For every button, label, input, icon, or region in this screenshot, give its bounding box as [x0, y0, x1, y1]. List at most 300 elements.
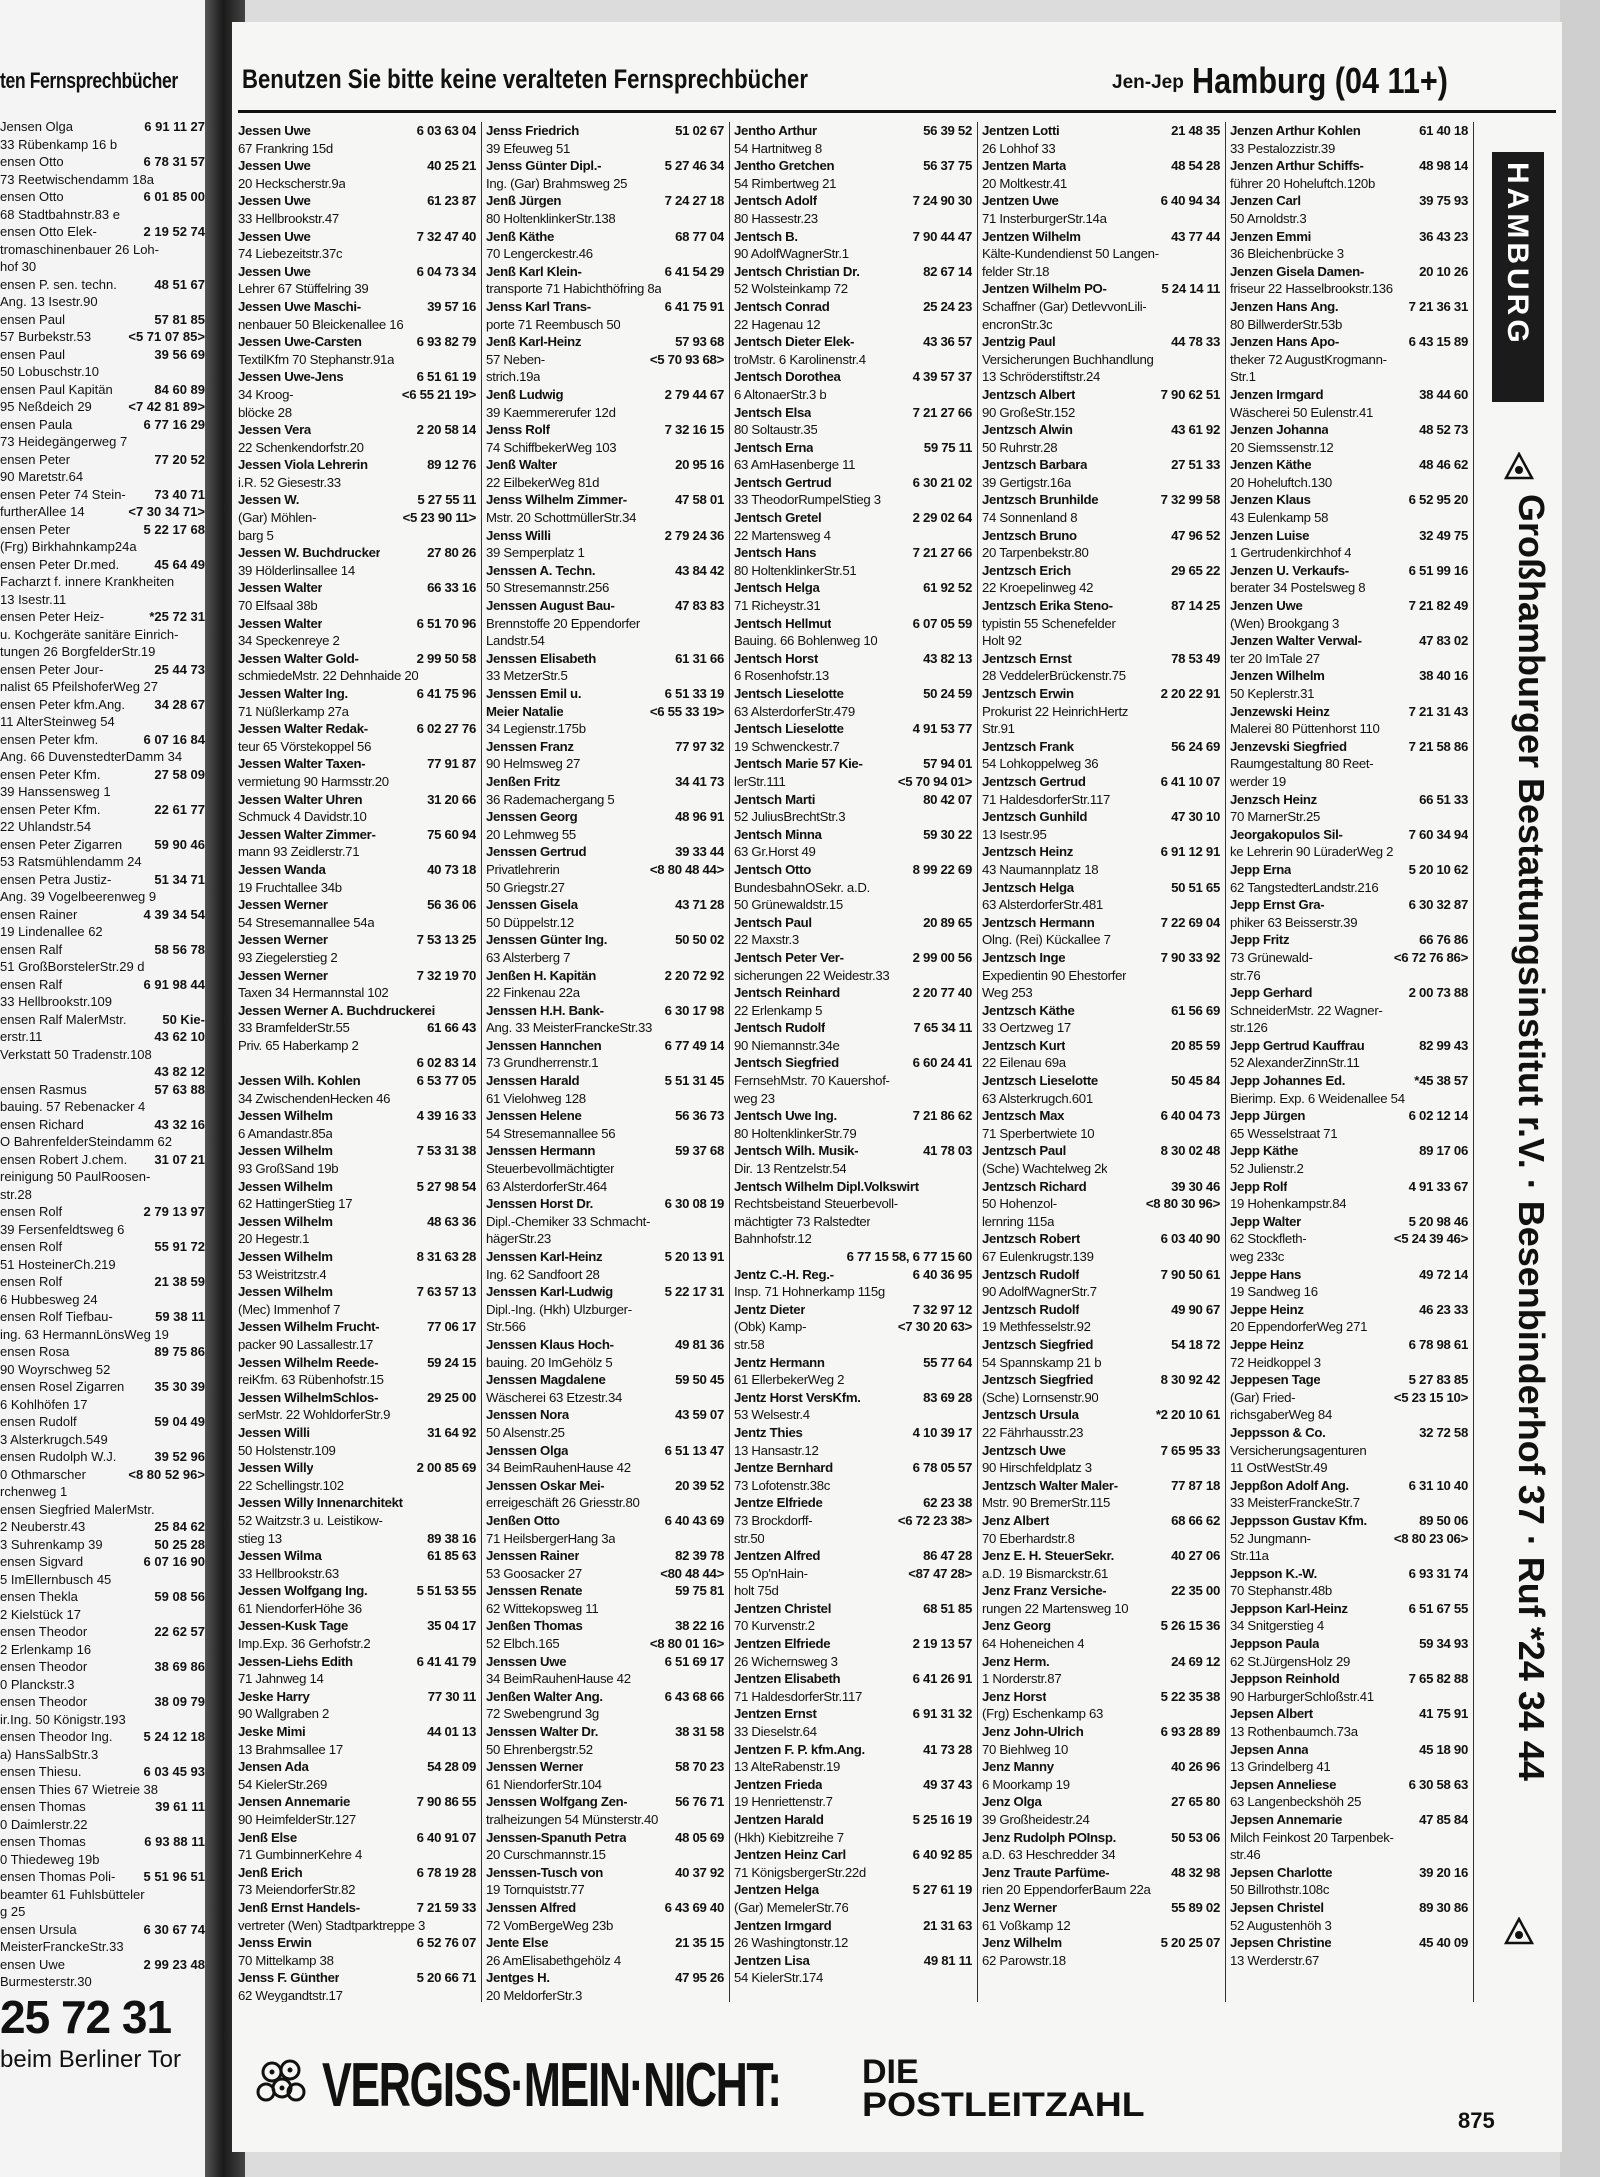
listing-name: 20 Lehmweg 55 — [486, 826, 576, 842]
column-divider — [729, 122, 730, 2002]
listing-phone: 47 83 83 — [675, 598, 724, 614]
listing-row — [1230, 1336, 1468, 1354]
ad-die: DIE — [862, 2053, 919, 2091]
listing-row — [486, 245, 724, 263]
listing-phone — [720, 949, 724, 967]
listing-name: Milch Feinkost 20 Tarpenbek- — [1230, 1829, 1394, 1845]
left-listing-row — [0, 1133, 205, 1151]
listing-name: hägerStr.23 — [486, 1231, 551, 1247]
listing-name: Jepp Fritz — [1230, 932, 1290, 948]
left-listing-row — [0, 1221, 205, 1239]
listing-name: Jenss Friedrich — [486, 123, 579, 138]
listing-name: 62 HattingerStieg 17 — [238, 1196, 353, 1212]
listing-name: Jentzen F. P. kfm.Ang. — [734, 1741, 865, 1757]
listing-name: Jeppson Paula — [1230, 1636, 1320, 1652]
listing-phone: 39 56 69 — [154, 346, 205, 362]
listing-name: bauing. 57 Rebenacker 4 — [0, 1099, 146, 1114]
listing-phone: 82 67 14 — [923, 263, 972, 279]
listing-name: Kälte-Kundendienst 50 Langen- — [982, 246, 1159, 262]
listing-row — [982, 931, 1220, 949]
listing-name: 19 Tornquiststr.77 — [486, 1882, 585, 1898]
listing-name: Jentzen Marta — [982, 158, 1067, 174]
listing-name: 72 VomBergeWeg 23b — [486, 1917, 614, 1933]
listing-name: ensen Theodor — [0, 1694, 88, 1709]
listing-name: Jentsch Lieselotte — [734, 686, 844, 701]
listing-name: Jentsch Conrad — [734, 298, 830, 314]
left-listing-row — [0, 1781, 205, 1799]
listing-row — [734, 1705, 972, 1723]
listing-phone — [472, 1705, 476, 1723]
listing-row — [238, 1565, 476, 1583]
listing-phone: 6 02 27 76 — [416, 721, 476, 737]
listing-row — [486, 984, 724, 1002]
listing-row — [1230, 1301, 1468, 1319]
listing-row — [238, 192, 476, 210]
listing-phone: 77 20 52 — [154, 451, 205, 467]
listing-row — [238, 1054, 476, 1072]
listing-phone — [1464, 650, 1468, 668]
listing-name: Jenz Wilhelm — [982, 1935, 1062, 1951]
listing-name: ensen Robert J.chem. — [0, 1151, 128, 1167]
listing-phone — [1464, 1019, 1468, 1037]
listing-row — [982, 597, 1220, 615]
listing-phone — [1216, 1952, 1220, 1970]
listing-name: theker 72 AugustKrogmann- — [1230, 351, 1387, 367]
listing-phone — [968, 1442, 972, 1460]
listing-phone — [968, 896, 972, 914]
listing-row — [982, 1195, 1220, 1213]
listing-row — [486, 368, 724, 386]
listing-phone: *45 38 57 — [1414, 1073, 1468, 1089]
left-listing-row — [0, 941, 205, 959]
listing-phone — [720, 1530, 724, 1548]
left-listing-row — [0, 276, 205, 294]
listing-name: Jente Else — [486, 1935, 549, 1951]
listing-name: 22 Eilenau 69a — [982, 1055, 1066, 1071]
listing-name: ensen Rolf Tiefbau- — [0, 1309, 113, 1324]
listing-name: Jentz Dieter — [734, 1301, 806, 1317]
hamburg-badge-label: HAMBURG — [1501, 162, 1534, 347]
listing-row — [1230, 333, 1468, 351]
listing-phone: 25 84 62 — [154, 1519, 205, 1534]
listing-phone: 2 00 73 88 — [1408, 985, 1468, 1001]
listing-phone: 43 62 10 — [154, 1029, 205, 1044]
listing-row — [486, 1301, 724, 1319]
listing-phone: 6 93 28 89 — [1160, 1724, 1220, 1740]
listing-phone — [720, 1741, 724, 1759]
left-listing-row — [0, 1588, 205, 1606]
listing-row — [238, 597, 476, 615]
listing-name: strich.19a — [486, 369, 541, 385]
listing-name: 65 Wesselstraat 71 — [1230, 1125, 1338, 1141]
listing-name: Jentzsch Heinz — [982, 844, 1074, 860]
listing-name: 90 AdolfWagnerStr.7 — [982, 1284, 1097, 1300]
listing-row — [486, 192, 724, 210]
listing-phone: 34 28 67 — [154, 696, 205, 712]
listing-phone: 54 28 09 — [427, 1759, 476, 1775]
listing-name: Jenss Rolf — [486, 422, 550, 438]
listing-phone — [968, 1829, 972, 1847]
listing-name: 80 BillwerderStr.53b — [1230, 316, 1343, 332]
listing-phone — [472, 404, 476, 422]
listing-name: Jensen Annemarie — [238, 1794, 350, 1810]
listing-phone — [720, 1301, 724, 1319]
listing-row — [734, 1653, 972, 1671]
listing-name: Lehrer 67 Stüffelring 39 — [238, 281, 369, 297]
listing-phone — [1464, 1917, 1468, 1935]
listing-row — [1230, 791, 1468, 809]
left-listing-row — [0, 1956, 205, 1974]
listing-row — [1230, 1723, 1468, 1741]
listing-phone: 48 52 73 — [1419, 422, 1468, 438]
listing-row — [238, 1107, 476, 1125]
listing-phone — [1464, 1248, 1468, 1266]
ad-headline: VERGISS·MEIN·NICHT: — [322, 2051, 781, 2120]
listing-phone: 47 58 01 — [675, 492, 724, 508]
listing-phone: 2 19 13 57 — [912, 1636, 972, 1652]
listing-row — [1230, 228, 1468, 246]
listing-phone: 75 60 94 — [427, 826, 476, 842]
left-listing-row — [0, 1028, 205, 1046]
listing-phone: 25 24 23 — [923, 298, 972, 314]
listing-row — [1230, 404, 1468, 422]
listing-row — [734, 1565, 972, 1583]
listing-phone: 8 30 92 42 — [1160, 1372, 1220, 1388]
listing-phone — [968, 931, 972, 949]
listing-name: 33 MeisterFranckeStr.7 — [1230, 1495, 1360, 1511]
listing-row — [238, 1952, 476, 1970]
listing-phone: 48 05 69 — [675, 1829, 724, 1845]
listing-phone — [1464, 1582, 1468, 1600]
listing-phone — [472, 1301, 476, 1319]
listing-row — [486, 122, 724, 140]
listing-phone — [968, 1178, 972, 1196]
listing-row — [238, 562, 476, 580]
listing-row — [734, 1617, 972, 1635]
listing-row — [982, 826, 1220, 844]
listing-name: reiKfm. 63 Rübenhofstr.15 — [238, 1372, 384, 1388]
listing-name: 71 KönigsbergerStr.22d — [734, 1864, 866, 1880]
listing-name: Jentzen Frieda — [734, 1776, 823, 1792]
listing-row — [1230, 1054, 1468, 1072]
listing-row — [238, 1442, 476, 1460]
listing-row — [982, 720, 1220, 738]
listing-row — [486, 1494, 724, 1512]
listing-name: a.D. 63 Heschredder 34 — [982, 1847, 1116, 1863]
listing-name: ensen Peter — [0, 521, 71, 537]
listing-row — [486, 1477, 724, 1495]
listing-row — [982, 1301, 1220, 1319]
listing-name: 52 Augustenhöh 3 — [1230, 1917, 1332, 1933]
listing-name: 13 Isestr.11 — [0, 591, 67, 607]
left-listing-row — [0, 1256, 205, 1274]
listing-row — [734, 1881, 972, 1899]
listing-name: 73 Grundherrenstr.1 — [486, 1055, 599, 1071]
listing-row — [238, 1283, 476, 1301]
listing-name: Jenssen Franz — [486, 738, 574, 754]
listing-phone — [1216, 1389, 1220, 1407]
listing-name: rien 20 EppendorferBaum 22a — [982, 1882, 1151, 1898]
listing-phone — [720, 1459, 724, 1477]
listing-phone — [472, 1987, 476, 2002]
listing-phone: *2 20 10 61 — [1155, 1407, 1220, 1423]
listing-name: 39 Semperplatz 1 — [486, 545, 585, 561]
listing-name: ensen Peter Kfm. — [0, 766, 101, 782]
listing-phone — [472, 1336, 476, 1354]
listing-name: 13 Werderstr.67 — [1230, 1952, 1320, 1968]
listing-phone: 61 85 63 — [427, 1548, 476, 1564]
listing-phone — [968, 1037, 972, 1055]
listing-row — [982, 1230, 1220, 1248]
listing-name: Str.566 — [486, 1319, 526, 1335]
listing-phone: 36 43 23 — [1419, 228, 1468, 244]
listing-row — [486, 1354, 724, 1372]
listing-phone — [968, 1477, 972, 1495]
listing-row — [238, 632, 476, 650]
listing-name: Jepsen Anna — [1230, 1741, 1309, 1757]
listing-phone — [472, 667, 476, 685]
listing-row — [238, 1230, 476, 1248]
listing-row — [238, 667, 476, 685]
listing-row — [1230, 597, 1468, 615]
left-listing-row — [0, 906, 205, 924]
listing-name: Jessen Willi — [238, 1424, 310, 1440]
listing-name: ter 20 ImTale 27 — [1230, 650, 1320, 666]
listing-name: Jentzsch Rudolf — [982, 1266, 1080, 1282]
listing-phone: 43 36 57 — [923, 334, 972, 350]
listing-phone — [472, 1406, 476, 1424]
listing-name: Jentsch Dieter Elek- — [734, 334, 855, 350]
listing-name: Jessen W. Buchdrucker — [238, 545, 381, 561]
listing-name: Jessen WilhelmSchlos- — [238, 1389, 379, 1405]
listing-row — [486, 1090, 724, 1108]
column-divider — [481, 122, 482, 2002]
listing-name: Jentzsch Barbara — [982, 457, 1088, 473]
listing-name: u. Kochgeräte sanitäre Einrich- — [0, 626, 179, 642]
listing-phone — [472, 1776, 476, 1794]
listing-phone — [720, 826, 724, 844]
listing-row — [238, 1600, 476, 1618]
listing-name: 62 Parowstr.18 — [982, 1952, 1066, 1968]
listing-row — [238, 1142, 476, 1160]
listing-name: 50 Holstenstr.109 — [238, 1442, 336, 1458]
listing-row — [486, 1266, 724, 1284]
listing-phone: 59 30 22 — [923, 826, 972, 842]
listing-phone: 47 85 84 — [1419, 1812, 1468, 1827]
left-listing-row — [0, 818, 205, 836]
listing-row — [734, 1793, 972, 1811]
listing-name: 19 Lindenallee 62 — [0, 924, 103, 939]
listing-name: 50 Keplerstr.31 — [1230, 686, 1315, 701]
listing-phone: 6 31 10 40 — [1408, 1477, 1468, 1493]
listing-phone: 6 43 15 89 — [1408, 334, 1468, 350]
listing-name: 50 Billrothstr.108c — [1230, 1882, 1330, 1898]
left-listing-row — [0, 661, 205, 679]
listing-name: Jepsen Charlotte — [1230, 1864, 1333, 1880]
listing-phone: 5 27 55 11 — [417, 492, 476, 508]
listing-phone — [1464, 509, 1468, 527]
listing-phone: 49 81 36 — [675, 1336, 724, 1352]
listing-phone: 39 75 93 — [1419, 193, 1468, 209]
listing-phone — [968, 1582, 972, 1600]
listing-phone — [1216, 175, 1220, 193]
listing-phone — [968, 1864, 972, 1882]
listing-phone — [720, 1354, 724, 1372]
listing-row — [1230, 157, 1468, 175]
listing-name: Jentsch Wilh. Musik- — [734, 1143, 859, 1159]
listing-phone — [1464, 1354, 1468, 1372]
listing-name: mächtigter 73 Ralstedter — [734, 1213, 871, 1229]
listing-row — [982, 685, 1220, 703]
listing-row — [1230, 316, 1468, 334]
listing-phone: 87 14 25 — [1171, 598, 1220, 614]
listing-phone: <6 55 21 19> — [401, 386, 476, 402]
listing-name: 54 Stresemannallee 56 — [486, 1125, 616, 1141]
side-advertisement — [1492, 122, 1562, 2002]
listing-row — [486, 544, 724, 562]
left-listing-row — [0, 1903, 205, 1921]
listing-name: Jenss Günter Dipl.- — [486, 158, 602, 174]
listing-phone — [720, 1230, 724, 1248]
listing-name: 63 Gr.Horst 49 — [734, 844, 816, 860]
listing-row — [982, 615, 1220, 633]
listing-row — [982, 1090, 1220, 1108]
listing-row — [238, 1178, 476, 1196]
listing-name: 62 Weygandtstr.17 — [238, 1987, 343, 2002]
listing-phone: 24 69 12 — [1171, 1653, 1220, 1669]
listing-name: 90 Wallgraben 2 — [238, 1706, 330, 1722]
listing-name: Str.91 — [982, 721, 1015, 737]
listing-phone: 59 24 15 — [427, 1354, 476, 1370]
listing-phone: 43 77 44 — [1171, 228, 1220, 244]
listing-row — [238, 245, 476, 263]
listing-phone: 6 51 61 19 — [416, 369, 476, 385]
listing-name: Jentzsch Kurt — [982, 1037, 1066, 1053]
listing-row — [238, 1477, 476, 1495]
listing-row — [486, 386, 724, 404]
listing-row — [982, 474, 1220, 492]
listing-name: 51 GroßBorstelerStr.29 d — [0, 959, 145, 974]
listing-row — [238, 1318, 476, 1336]
listing-name: tungen 26 BorgfelderStr.19 — [0, 644, 156, 659]
directory-page — [232, 22, 1562, 2152]
listing-row — [1230, 1776, 1468, 1794]
listing-name: Jessen Wilh. Kohlen — [238, 1073, 361, 1089]
listing-phone: 5 20 13 91 — [664, 1249, 724, 1264]
listing-name: 39 Großheidestr.24 — [982, 1812, 1090, 1827]
listing-phone — [472, 808, 476, 826]
left-listing-row — [0, 171, 205, 189]
listing-row — [734, 122, 972, 140]
listing-name: Jentsch B. — [734, 228, 798, 244]
listing-name: erreigeschäft 26 Griesstr.80 — [486, 1495, 640, 1511]
listing-name: Jepsen Christine — [1230, 1935, 1332, 1951]
left-listing-row — [0, 486, 205, 504]
listing-name: Prokurist 22 HeinrichHertz — [982, 703, 1129, 719]
listing-name: 39 Fersenfeldtsweg 6 — [0, 1221, 125, 1237]
listing-row — [982, 1934, 1220, 1952]
listing-name: (Mec) Immenhof 7 — [238, 1301, 341, 1317]
listing-name: 36 Rademachergang 5 — [486, 791, 615, 807]
listing-name: Jessen Uwe — [238, 263, 311, 279]
listing-row — [982, 914, 1220, 932]
listing-row — [734, 368, 972, 386]
listing-name: Jentsch Gretel — [734, 510, 822, 526]
listing-name: Jeppson Reinhold — [1230, 1671, 1340, 1687]
listing-phone — [1216, 1776, 1220, 1794]
listing-name: 52 Elbch.165 — [486, 1636, 560, 1652]
listing-phone: 22 62 57 — [154, 1624, 205, 1639]
listing-phone — [1216, 439, 1220, 457]
listing-phone — [1216, 1600, 1220, 1618]
listing-name: Jenssen Karl-Ludwig — [486, 1284, 613, 1300]
listing-name: 80 Hassestr.23 — [734, 210, 818, 226]
left-listing-row — [0, 1693, 205, 1711]
listing-phone — [968, 1758, 972, 1776]
listing-row — [1230, 632, 1468, 650]
listing-row — [982, 808, 1220, 826]
listing-row — [1230, 280, 1468, 298]
listing-name: 71 Nüßlerkamp 27a — [238, 703, 349, 719]
listing-phone: 6 91 11 27 — [144, 119, 205, 134]
listing-name: ensen Rolf — [0, 1274, 63, 1289]
ad-postleitzahl: POSTLEITZAHL — [862, 2086, 1145, 2124]
listing-name: Jenssen Rainer — [486, 1548, 580, 1564]
listing-name: 0 Thiedeweg 19b — [0, 1851, 100, 1867]
listing-name: Jepp Gerhard — [1230, 985, 1313, 1001]
listing-phone: <8 80 48 44> — [649, 861, 724, 877]
listing-phone: 49 90 67 — [1171, 1301, 1220, 1317]
listing-phone: 61 23 87 — [427, 193, 476, 209]
listing-row — [486, 1037, 724, 1055]
listing-name: Jessen Walter Redak- — [238, 721, 368, 737]
listing-row — [982, 175, 1220, 193]
listing-name: Jenssen Emil u. — [486, 686, 582, 701]
listing-name: 20 MeldorferStr.3 — [486, 1987, 583, 2002]
listing-name: Jentzsch Uwe — [982, 1442, 1066, 1458]
listing-phone: 6 40 43 69 — [664, 1512, 724, 1528]
listing-name: 43 Naumannplatz 18 — [982, 861, 1099, 877]
listing-phone: 5 22 35 38 — [1160, 1688, 1220, 1704]
listing-row — [734, 755, 972, 773]
listing-phone — [1464, 579, 1468, 597]
listing-name: Jenssen Hermann — [486, 1143, 596, 1159]
listing-phone: 5 20 98 46 — [1408, 1213, 1468, 1229]
listing-phone — [968, 245, 972, 263]
listing-name: 50 Griegstr.27 — [486, 879, 565, 895]
listing-phone — [1216, 544, 1220, 562]
left-listing-row — [0, 1413, 205, 1431]
listing-phone: 7 21 58 86 — [1408, 738, 1468, 754]
listing-phone — [1216, 667, 1220, 685]
listing-name: Jentsch Hans — [734, 545, 817, 561]
listing-name: Jentsch Uwe Ing. — [734, 1108, 837, 1124]
listing-row — [734, 1758, 972, 1776]
listing-phone: 50 53 06 — [1171, 1829, 1220, 1845]
listing-name: 53 Weistritzstr.4 — [238, 1266, 327, 1282]
listing-phone: 77 97 32 — [675, 738, 724, 754]
listing-phone: 50 24 59 — [923, 686, 972, 701]
listing-phone: 7 90 44 47 — [912, 228, 972, 244]
listing-name: Malerei 80 Püttenhorst 110 — [1230, 721, 1380, 737]
listing-row — [486, 1582, 724, 1600]
left-listing-row — [0, 398, 205, 416]
listing-phone: <5 70 93 68> — [649, 351, 724, 367]
listing-name: Jenßen Walter Ang. — [486, 1688, 603, 1704]
listing-name: tromaschinenbauer 26 Loh- — [0, 241, 159, 257]
listing-row — [982, 1424, 1220, 1442]
listing-phone — [720, 1125, 724, 1143]
